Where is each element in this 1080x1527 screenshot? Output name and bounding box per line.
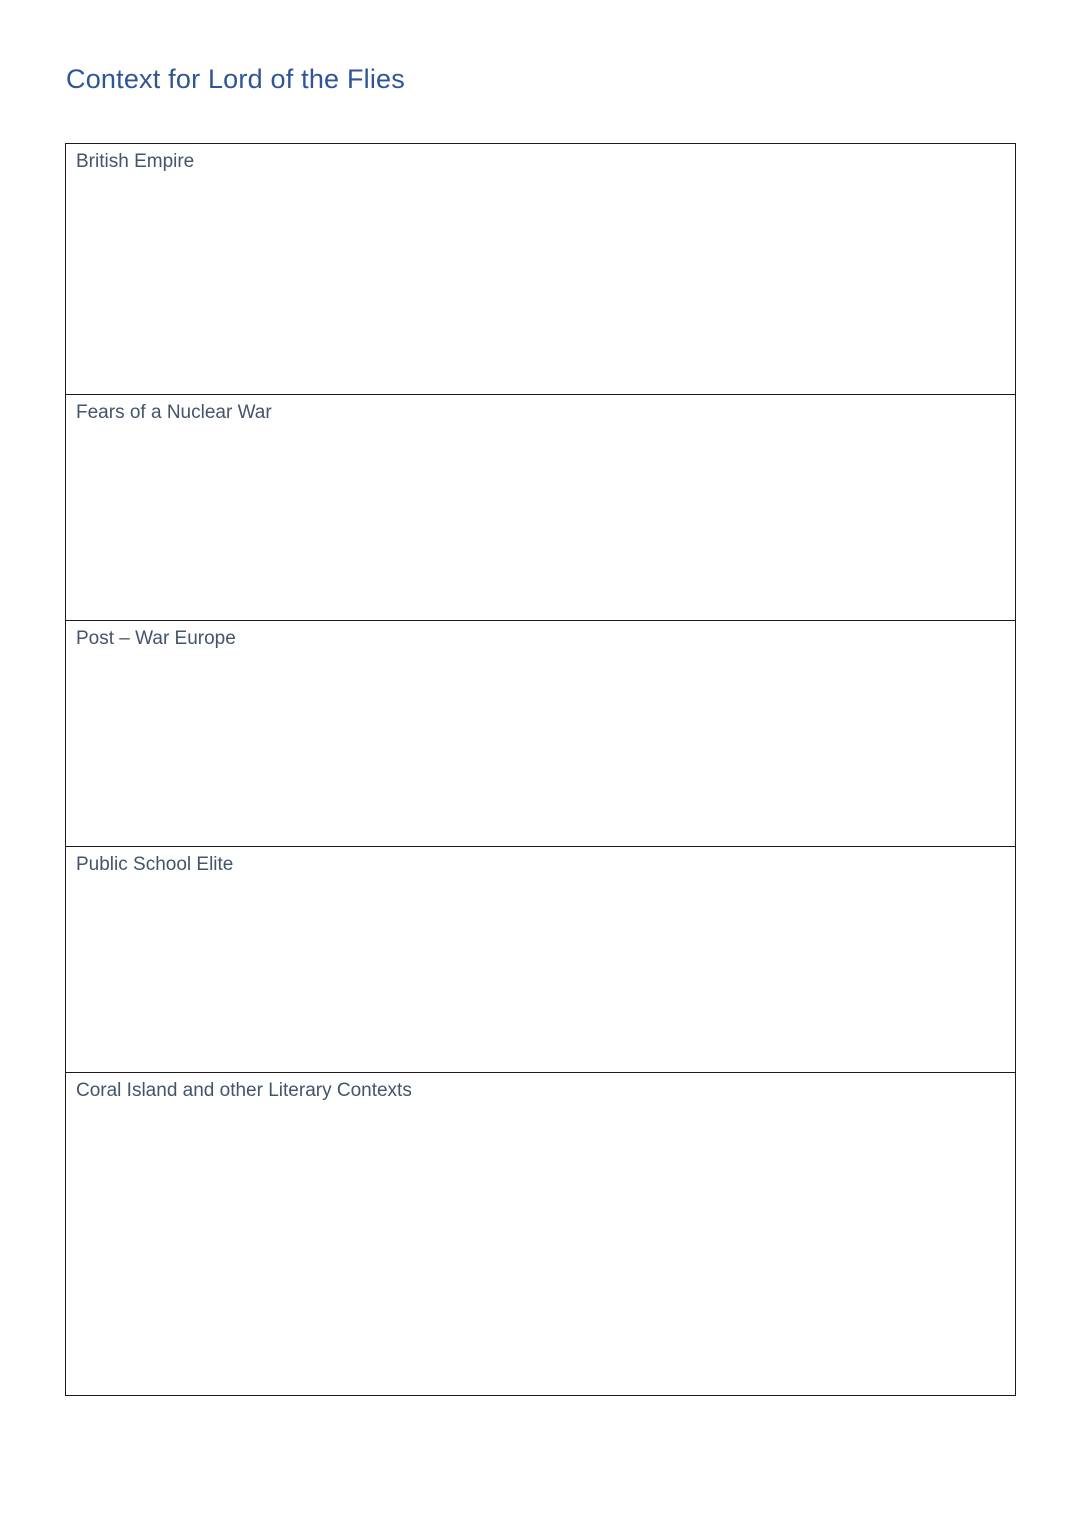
section-label: Post – War Europe bbox=[76, 628, 236, 649]
section-british-empire[interactable] bbox=[66, 144, 1015, 395]
section-coral-island-literary-contexts[interactable] bbox=[66, 1073, 1015, 1395]
section-public-school-elite[interactable] bbox=[66, 847, 1015, 1073]
section-label: Fears of a Nuclear War bbox=[76, 402, 272, 423]
page-title: Context for Lord of the Flies bbox=[66, 64, 405, 94]
section-label: Coral Island and other Literary Contexts bbox=[76, 1080, 412, 1101]
section-fears-of-nuclear-war[interactable] bbox=[66, 395, 1015, 621]
section-label: Public School Elite bbox=[76, 854, 234, 875]
section-label: British Empire bbox=[76, 151, 195, 172]
section-post-war-europe[interactable] bbox=[66, 621, 1015, 847]
context-table bbox=[65, 143, 1016, 1396]
